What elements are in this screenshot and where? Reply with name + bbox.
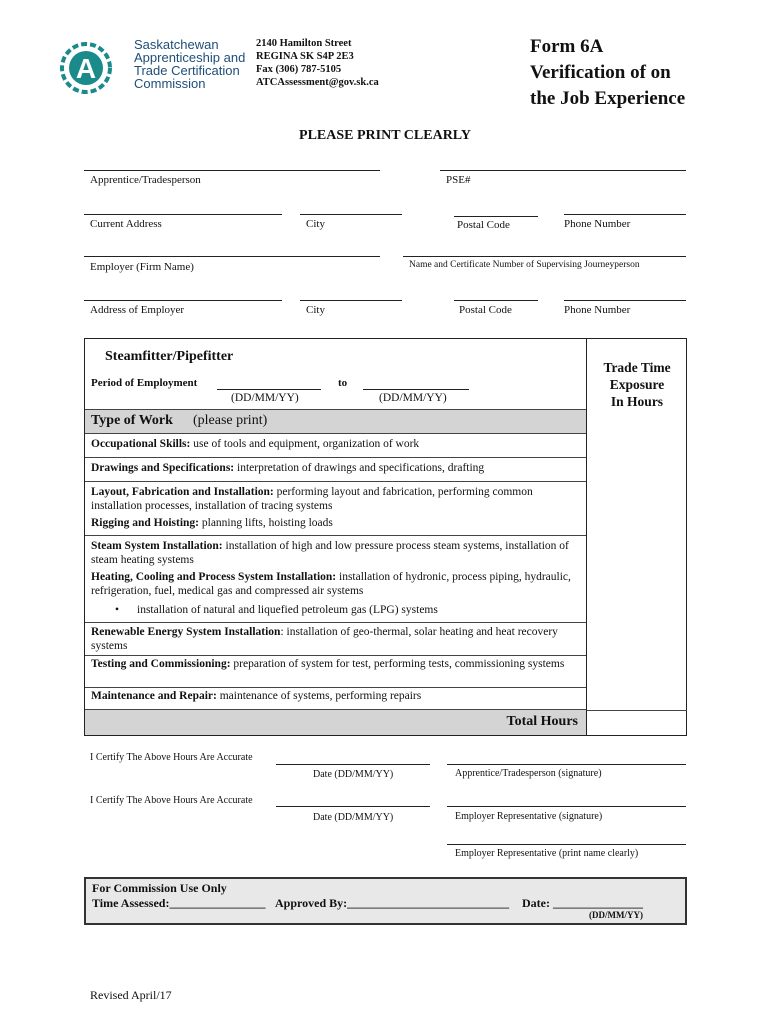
to-label: to bbox=[338, 377, 348, 389]
journeyperson-input-line[interactable] bbox=[403, 256, 686, 257]
pse-input-line[interactable] bbox=[440, 170, 686, 171]
pse-label: PSE# bbox=[446, 174, 471, 186]
date2-label: Date (DD/MM/YY) bbox=[313, 812, 394, 823]
work-row: Maintenance and Repair: maintenance of systems, performing repairs bbox=[91, 690, 422, 702]
total-hours-input[interactable] bbox=[587, 710, 687, 736]
time-assessed-field[interactable]: Time Assessed:________________ bbox=[92, 896, 266, 910]
journeyperson-label: Name and Certificate Number of Supervising Journeyperson bbox=[409, 260, 640, 270]
commission-date-format: (DD/MM/YY) bbox=[589, 910, 643, 920]
office-address: 2140 Hamilton Street REGINA SK S4P 2E3 Fax (306) 787-5105 ATCAssessment@gov.sk.ca bbox=[256, 38, 379, 88]
city2-label: City bbox=[306, 304, 325, 316]
approved-by-field[interactable]: Approved By:___________________________ bbox=[275, 896, 510, 910]
commission-date-field[interactable]: Date: _______________ bbox=[522, 896, 643, 910]
email: ATCAssessment@gov.sk.ca bbox=[256, 77, 379, 88]
phone1-input-line[interactable] bbox=[564, 214, 686, 215]
current-address-label: Current Address bbox=[90, 218, 162, 230]
logo-line: Saskatchewan bbox=[134, 37, 219, 52]
work-row: Testing and Commissioning: preparation of system for test, performing tests, commissioning systems bbox=[91, 658, 565, 670]
employer-label: Employer (Firm Name) bbox=[90, 261, 194, 273]
work-row: Steam System Installation: installation of high and low pressure process steam systems, installation of steam heating systems bbox=[91, 540, 569, 566]
work-row: Rigging and Hoisting: planning lifts, hoisting loads bbox=[91, 517, 333, 529]
sig1-input-line[interactable] bbox=[447, 764, 686, 765]
work-row: Renewable Energy System Installation: installation of geo-thermal, solar heating and heat recovery systems bbox=[91, 626, 558, 652]
city2-input-line[interactable] bbox=[300, 300, 402, 301]
type-of-work-header: Type of Work (please print) bbox=[85, 409, 586, 434]
postal1-input-line[interactable] bbox=[454, 216, 538, 217]
certify-statement-1: I Certify The Above Hours Are Accurate bbox=[90, 752, 253, 763]
postal2-input-line[interactable] bbox=[454, 300, 538, 301]
phone2-label: Phone Number bbox=[564, 304, 631, 316]
apprentice-label: Apprentice/Tradesperson bbox=[90, 174, 201, 186]
revision-footer: Revised April/17 bbox=[90, 988, 172, 1002]
commission-title: For Commission Use Only bbox=[92, 881, 227, 895]
work-row: Heating, Cooling and Process System Installation: installation of hydronic, process piping, hydraulic, refrigeration, fuel, medical gas and compressed air systems bbox=[91, 571, 571, 597]
phone2-input-line[interactable] bbox=[564, 300, 686, 301]
sig2-input-line[interactable] bbox=[447, 806, 686, 807]
current-address-input-line[interactable] bbox=[84, 214, 282, 215]
date1-label: Date (DD/MM/YY) bbox=[313, 769, 394, 780]
date-format-start: (DD/MM/YY) bbox=[231, 392, 299, 404]
logo-line: Apprenticeship and bbox=[134, 50, 246, 65]
period-start-input-line[interactable] bbox=[217, 389, 321, 390]
date1-input-line[interactable] bbox=[276, 764, 430, 765]
sig1-label: Apprentice/Tradesperson (signature) bbox=[455, 768, 602, 779]
city1-input-line[interactable] bbox=[300, 214, 402, 215]
logo-mark-icon bbox=[58, 40, 122, 96]
form-title: Form 6A Verification of on the Job Experience bbox=[530, 36, 686, 109]
print-instruction: PLEASE PRINT CLEARLY bbox=[299, 128, 471, 143]
logo bbox=[58, 36, 248, 100]
period-label: Period of Employment bbox=[91, 377, 198, 389]
employer-address-input-line[interactable] bbox=[84, 300, 282, 301]
print-name-input-line[interactable] bbox=[447, 844, 686, 845]
work-row: Layout, Fabrication and Installation: performing layout and fabrication, performing common installation processes, installation of tracing systems bbox=[91, 486, 533, 512]
print-name-label: Employer Representative (print name clearly) bbox=[455, 848, 639, 859]
city1-label: City bbox=[306, 218, 325, 230]
certify-statement-2: I Certify The Above Hours Are Accurate bbox=[90, 795, 253, 806]
date-format-end: (DD/MM/YY) bbox=[379, 392, 447, 404]
total-hours-row: Total Hours bbox=[85, 710, 586, 735]
employer-address-label: Address of Employer bbox=[90, 304, 185, 316]
trade-name: Steamfitter/Pipefitter bbox=[105, 349, 234, 364]
logo-line: Trade Certification bbox=[134, 63, 240, 78]
work-row-bullet: • installation of natural and liquefied petroleum gas (LPG) systems bbox=[115, 604, 438, 616]
period-end-input-line[interactable] bbox=[363, 389, 469, 390]
sig2-label: Employer Representative (signature) bbox=[455, 811, 603, 822]
work-row: Drawings and Specifications: interpretation of drawings and specifications, drafting bbox=[91, 462, 485, 474]
logo-letter: A bbox=[75, 53, 97, 84]
employer-input-line[interactable] bbox=[84, 256, 380, 257]
work-experience-table bbox=[84, 338, 687, 736]
date2-input-line[interactable] bbox=[276, 806, 430, 807]
work-row: Occupational Skills: use of tools and equipment, organization of work bbox=[91, 438, 420, 450]
apprentice-input-line[interactable] bbox=[84, 170, 380, 171]
logo-line: Commission bbox=[134, 76, 206, 91]
commission-use-box bbox=[84, 877, 687, 925]
phone1-label: Phone Number bbox=[564, 218, 631, 230]
postal1-label: Postal Code bbox=[457, 219, 510, 231]
postal2-label: Postal Code bbox=[459, 304, 512, 316]
trade-time-header: Trade Time Exposure In Hours bbox=[603, 360, 671, 409]
